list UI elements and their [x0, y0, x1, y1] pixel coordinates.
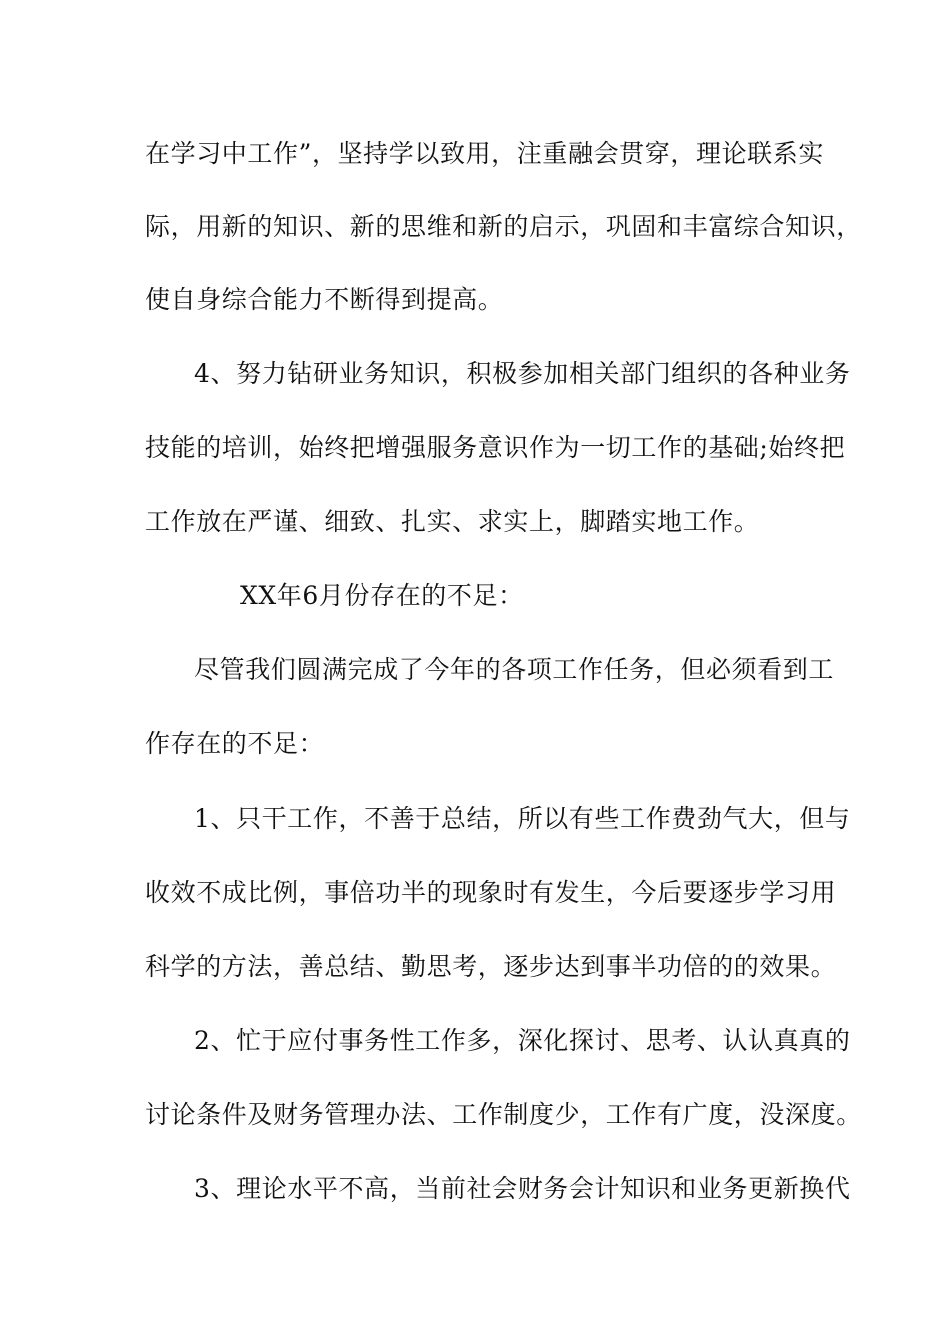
paragraph-line: 使自身综合能力不断得到提高。: [145, 285, 504, 314]
paragraph-line: 尽管我们圆满完成了今年的各项工作任务，但必须看到工: [194, 655, 835, 684]
paragraph-line: 科学的方法，善总结、勤思考，逐步达到事半功倍的的效果。: [145, 952, 837, 981]
paragraph-line: 2、忙于应付事务性工作多，深化探讨、思考、认认真真的: [194, 1026, 851, 1055]
paragraph-line: 在学习中工作”，坚持学以致用，注重融会贯穿，理论联系实: [145, 139, 824, 168]
paragraph-line: 收效不成比例，事倍功半的现象时有发生，今后要逐步学习用: [145, 878, 837, 907]
paragraph-line: 讨论条件及财务管理办法、工作制度少，工作有广度，没深度。: [145, 1100, 862, 1129]
paragraph-line: 技能的培训，始终把增强服务意识作为一切工作的基础;始终把: [145, 433, 846, 462]
paragraph-line: 4、努力钻研业务知识，积极参加相关部门组织的各种业务: [194, 359, 851, 388]
paragraph-line: 1、只干工作，不善于总结，所以有些工作费劲气大，但与: [194, 804, 851, 833]
paragraph-line: 作存在的不足：: [145, 729, 325, 758]
paragraph-line: 工作放在严谨、细致、扎实、求实上，脚踏实地工作。: [145, 507, 760, 536]
paragraph-line: 际，用新的知识、新的思维和新的启示，巩固和丰富综合知识，: [145, 212, 862, 241]
section-heading: XX年6月份存在的不足：: [240, 581, 524, 610]
paragraph-line: 3、理论水平不高，当前社会财务会计知识和业务更新换代: [194, 1174, 851, 1203]
